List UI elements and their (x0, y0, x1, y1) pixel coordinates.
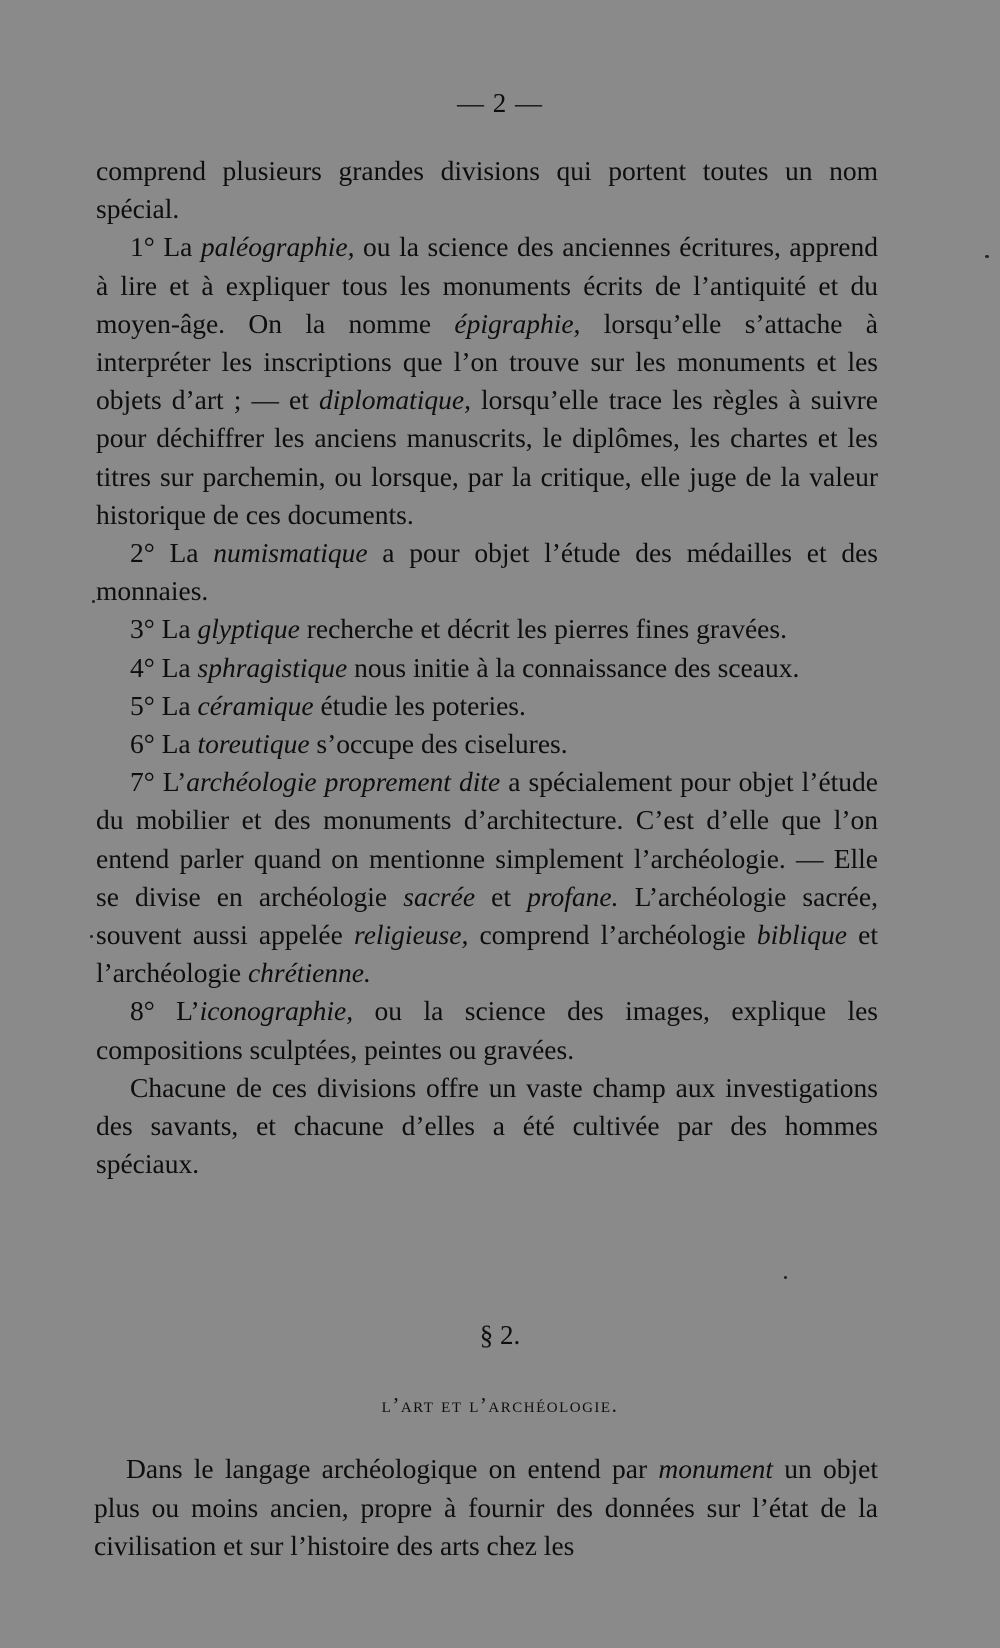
term-iconographie: iconographie, (199, 995, 354, 1027)
text-run: L’archéologie sacrée, souvent aussi appelée (96, 880, 878, 951)
text-run: 8° L’ (130, 995, 200, 1027)
text-run: 1° La (130, 231, 201, 263)
term-religieuse: religieuse, (354, 919, 469, 951)
paragraph-paleographie (96, 228, 878, 534)
text-run: Dans le langage archéologique on entend par (126, 1453, 659, 1484)
term-paleographie: paléographie, (200, 231, 355, 263)
text-run: lorsqu’elle trace les règles à suivre pour déchiffrer les anciens manuscrits, le diplômes, les chartes et les titres sur parchemin, ou lorsque, par la critique, elle juge de la valeur historique de ces documents. (96, 384, 878, 530)
term-numismatique: numismatique (213, 537, 368, 569)
term-monument: monument (658, 1453, 773, 1484)
text-run: 4° La (130, 651, 198, 683)
text-run: et l’archéologie (96, 919, 878, 989)
paragraph-conclusion (96, 1069, 878, 1184)
section-number: § 2. (479, 1320, 521, 1350)
paragraph-monument (94, 1450, 878, 1566)
term-toreutique: toreutique (197, 728, 310, 760)
text-run: et (475, 880, 528, 912)
term-epigraphie: épigraphie, (454, 307, 581, 339)
text-run: 5° La (130, 689, 198, 721)
paragraph-ceramique (96, 687, 878, 725)
text-run: un objet plus ou moins ancien, propre à fournir des données sur l’état de la civilisation et sur l’histoire des arts chez les (94, 1453, 878, 1561)
term-chretienne: chrétienne. (247, 957, 371, 989)
page-number: — 2 — (457, 88, 543, 118)
term-archeologie-proprement-dite: archéologie proprement dite (186, 766, 501, 798)
ink-speck (90, 935, 93, 938)
paragraph-intro-text: comprend plusieurs grandes divisions qui portent toutes un nom spécial. (96, 155, 878, 225)
ink-speck (985, 255, 989, 258)
section-title: l’art et l’archéologie. (381, 1393, 619, 1417)
paragraph-numismatique (96, 534, 878, 610)
ink-speck (92, 600, 95, 603)
text-run: recherche et décrit les pierres fines gravées. (299, 613, 787, 645)
main-text (96, 152, 878, 1183)
paragraph-intro (96, 152, 878, 228)
text-run: a pour objet l’étude des médailles et des monnaies. (96, 537, 878, 607)
paragraph-archeologie (96, 763, 878, 992)
text-run: a spécialement pour objet l’étude du mobilier et des monuments d’architecture. C’est d’elle que l’on entend parler quand on mentionne simplement l’archéologie. — Elle se divise en archéologie (96, 766, 879, 912)
paragraph-toreutique (96, 725, 878, 763)
text-run: s’occupe des ciselures. (309, 728, 568, 760)
term-sphragistique: sphragistique (197, 651, 348, 683)
text-run: lorsqu’elle s’attache à interpréter les inscriptions que l’on trouve sur les monuments et les objets d’art ; — et (96, 307, 878, 416)
text-run: étudie les poteries. (313, 689, 526, 721)
term-diplomatique: diplomatique, (318, 384, 471, 416)
paragraph-sphragistique (96, 649, 878, 687)
text-run: 6° La (130, 728, 198, 760)
text-run: ou la science des images, explique les compositions sculptées, peintes ou gravées. (96, 995, 878, 1065)
text-run: 7° L’ (130, 766, 187, 798)
text-run: ou la science des anciennes écritures, apprend à lire et à expliquer tous les monuments écrits de l’antiquité et du moyen-âge. On la nomme (96, 231, 878, 339)
term-glyptique: glyptique (197, 613, 300, 645)
text-run: 3° La (130, 613, 198, 645)
text-run: comprend l’archéologie (468, 919, 757, 951)
section-text (94, 1450, 878, 1566)
term-ceramique: céramique (197, 689, 314, 721)
term-profane: profane. (527, 880, 619, 912)
text-run: 2° La (130, 537, 214, 569)
paragraph-glyptique (96, 610, 878, 648)
ink-speck (784, 1276, 787, 1279)
term-sacree: sacrée (403, 880, 476, 912)
paragraph-iconographie (96, 992, 878, 1068)
text-run: Chacune de ces divisions offre un vaste champ aux investigations des savants, et chacune d’elles a été cultivée par des hommes spéciaux. (96, 1071, 878, 1180)
text-run: nous initie à la connaissance des sceaux. (347, 651, 800, 683)
term-biblique: biblique (756, 919, 847, 951)
